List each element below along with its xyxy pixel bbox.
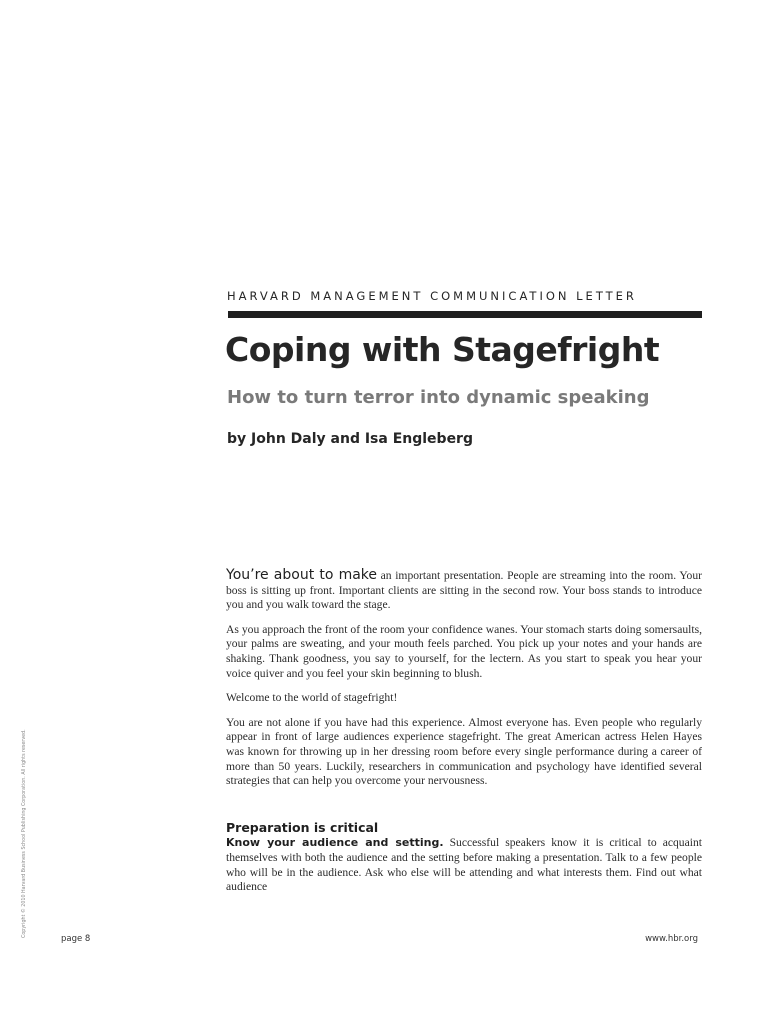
paragraph-text: Successful speakers know it is critical to acquaint themselves with both the audience and the setting before making a presentation. Talk to a few people who will be in the audience. Ask who else will be attending and what interests them. Find out what audience xyxy=(226,836,702,894)
article-subtitle: How to turn terror into dynamic speaking xyxy=(227,387,650,408)
article-body xyxy=(226,568,702,905)
run-in-heading: Know your audience and setting. xyxy=(226,836,444,850)
website-link[interactable]: www.hbr.org xyxy=(645,934,698,944)
publication-name: HARVARD MANAGEMENT COMMUNICATION LETTER xyxy=(227,289,637,303)
page-number: page 8 xyxy=(61,934,91,944)
body-paragraph: As you approach the front of the room your confidence wanes. Your stomach starts doing somersaults, your palms are sweating, and your mouth feels parched. You pick up your notes and your hands are shaking. Thank goodness, you say to yourself, for the lectern. As you start to speak you hear your voice quiver and you feel your skin beginning to blush. xyxy=(226,622,702,680)
body-paragraph xyxy=(226,568,702,613)
article-title: Coping with Stagefright xyxy=(225,330,660,369)
section-heading: Preparation is critical xyxy=(226,819,379,835)
copyright-notice: Copyright © 2010 Harvard Business School Publishing Corporation. All rights reserved. xyxy=(22,729,27,938)
article-byline: by John Daly and Isa Engleberg xyxy=(227,431,473,447)
body-paragraph: Welcome to the world of stagefright! xyxy=(226,691,398,705)
lead-in: You’re about to make xyxy=(226,567,378,583)
body-paragraph: You are not alone if you have had this experience. Almost everyone has. Even people who regularly appear in front of large audiences experience stagefright. The great American actress Helen Hayes was known for throwing up in her dressing room before every single performance during a career of more than 50 years. Luckily, researchers in communication and psychology have identified several strategies that can help you overcome your nervousness. xyxy=(226,715,702,788)
paragraph-text: an important presentation. People are streaming into the room. Your boss is sitting up front. Important clients are sitting in the second row. Your boss stands to introduce you and you walk toward the stage. xyxy=(226,569,702,612)
body-paragraph xyxy=(226,836,702,894)
header-rule xyxy=(228,311,702,318)
